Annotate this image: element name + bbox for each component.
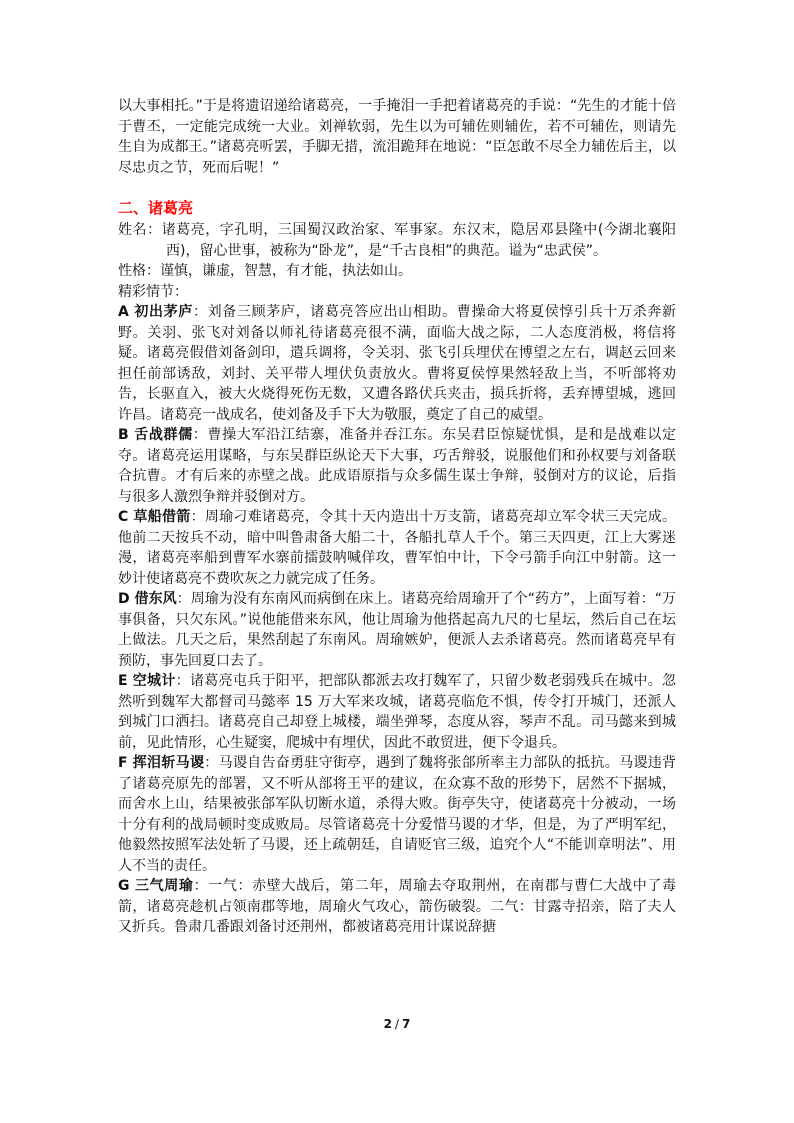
plot-title: E 空城计 <box>118 673 176 689</box>
plot-text: ：马谡自告奋勇驻守街亭，遇到了魏将张郃所率主力部队的抵抗。马谡违背了诸葛亮原先的部署，又不听从部将王平的建议，在众寡不敌的形势下，居然不下据城，而舍水上山，结果被张郃军队切断水道，杀得大败。街亭失守，使诸葛亮十分被动，一场十分有利的战局顿时变成败局。尽管诸葛亮十分爱惜马谡的才华，但是，为了严明军纪，他毅然按照军法处斩了马谡，还上疏朝廷，自请贬官三级，追究个人“不能训章明法”、用人不当的责任。 <box>118 755 677 874</box>
plot-text: ：曹操大军沿江结寨，准备并吞江东。东吴君臣惊疑忧惧，是和是战难以定夺。诸葛亮运用谋略，与东吴群臣纵论天下大事，巧舌辩驳，说服他们和孙权要与刘备联合抗曹。才有后来的赤壁之战。此成语原指与众多儒生谋士争辩，驳倒对方的议论，后指与很多人激烈争辩并驳倒对方。 <box>118 427 677 505</box>
plot-text: ：周瑜刁难诸葛亮，令其十天内造出十万支箭，诸葛亮却立军令状三天完成。他前二天按兵不动，暗中叫鲁肃备大船二十，各船扎草人千个。第三天四更，江上大雾迷漫，诸葛亮率船到曹军水寨前擂鼓呐喊佯攻，曹军怕中计，下令弓箭手向江中射箭。这一妙计使诸葛亮不费吹灰之力就完成了任务。 <box>118 509 676 587</box>
plot-title: C 草船借箭 <box>118 509 191 525</box>
plot-title: G 三气周瑜 <box>118 878 194 894</box>
section-heading: 二、诸葛亮 <box>118 199 194 217</box>
plot-section-g <box>118 876 676 938</box>
plot-title: D 借东风 <box>118 591 177 607</box>
page-separator: / <box>394 1017 400 1031</box>
plot-title: B 舌战群儒 <box>118 427 193 443</box>
name-line: 姓名：诸葛亮，字孔明，三国蜀汉政治家、军事家。东汉末，隐居邓县隆中(今湖北襄阳西)，留心世事，被称为“卧龙”，是“千古良相”的典范。谥为“忠武侯”。 <box>118 222 676 259</box>
plot-text: ：周瑜为没有东南风而病倒在床上。诸葛亮给周瑜开了个“药方”，上面写着：“万事俱备，只欠东风。”说他能借来东风，他让周瑜为他搭起高九尺的七星坛，然后自己在坛上做法。几天之后，果然刮起了东南风。周瑜嫉妒，便派人去杀诸葛亮。然而诸葛亮早有预防，事先回夏口去了。 <box>118 591 676 669</box>
page-number-footer <box>0 1016 794 1032</box>
paragraph-gap <box>118 178 676 198</box>
plot-section-f <box>118 753 676 876</box>
intro-paragraph: 以大事相托。”于是将遗诏递给诸葛亮，一手掩泪一手把着诸葛亮的手说：“先生的才能十倍于曹丕，一定能完成统一大业。刘禅软弱，先生以为可辅佐则辅佐，若不可辅佐，则请先生自为成都王。”诸葛亮听罢，手脚无措，流泪跪拜在地说：“臣怎敢不尽全力辅佐后主，以尽忠贞之节，死而后呢！” <box>118 98 676 176</box>
plot-title: F 挥泪斩马谡 <box>118 755 205 771</box>
plot-text: ：诸葛亮屯兵于阳平，把部队都派去攻打魏军了，只留少数老弱残兵在城中。忽然听到魏军大都督司马懿率 15 万大军来攻城，诸葛亮临危不惧，传令打开城门，还派人到城门口洒扫。诸葛亮自己却登上城楼，端坐弹琴，态度从容，琴声不乱。司马懿来到城前，见此情形，心生疑窦，爬城中有埋伏，因此不敢贸进，便下令退兵。 <box>118 673 676 751</box>
personality-line: 性格：谨慎，谦虚，智慧，有才能，执法如山。 <box>118 263 412 279</box>
plot-section-e <box>118 671 676 753</box>
plot-text: ：一气：赤壁大战后，第二年，周瑜去夺取荆州，在南郡与曹仁大战中了毒箭，诸葛亮趁机占领南郡等地，周瑜火气攻心，箭伤破裂。二气：甘露寺招亲，陪了夫人又折兵。鲁肃几番跟刘备讨还荆州，都被诸葛亮用计谋说辞搪 <box>118 878 676 935</box>
plot-section-a <box>118 302 676 425</box>
current-page-number: 2 <box>383 1017 392 1031</box>
plot-section-d <box>118 589 676 671</box>
total-page-count: 7 <box>402 1017 411 1031</box>
plot-title: A 初出茅庐 <box>118 304 193 320</box>
page-content <box>118 96 676 938</box>
plot-text: ：刘备三顾茅庐，诸葛亮答应出山相助。曹操命大将夏侯惇引兵十万杀奔新野。关羽、张飞对刘备以师礼待诸葛亮很不满，面临大战之际，二人态度消极，将信将疑。诸葛亮假借刘备剑印，遣兵调将，令关羽、张飞引兵埋伏在博望之左右，调赵云回来担任前部诱敌，刘封、关平带人埋伏负责放火。曹将夏侯惇果然轻敌上当，不听部将劝告，长驱直入，被大火烧得死伤无数，又遭各路伏兵夹击，损兵折将，丢弃博望城，逃回许昌。诸葛亮一战成名，使刘备及手下大为敬服，奠定了自己的威望。 <box>118 304 676 423</box>
plot-section-b <box>118 425 676 507</box>
plot-label: 精彩情节： <box>118 283 188 300</box>
plot-section-c <box>118 507 676 589</box>
